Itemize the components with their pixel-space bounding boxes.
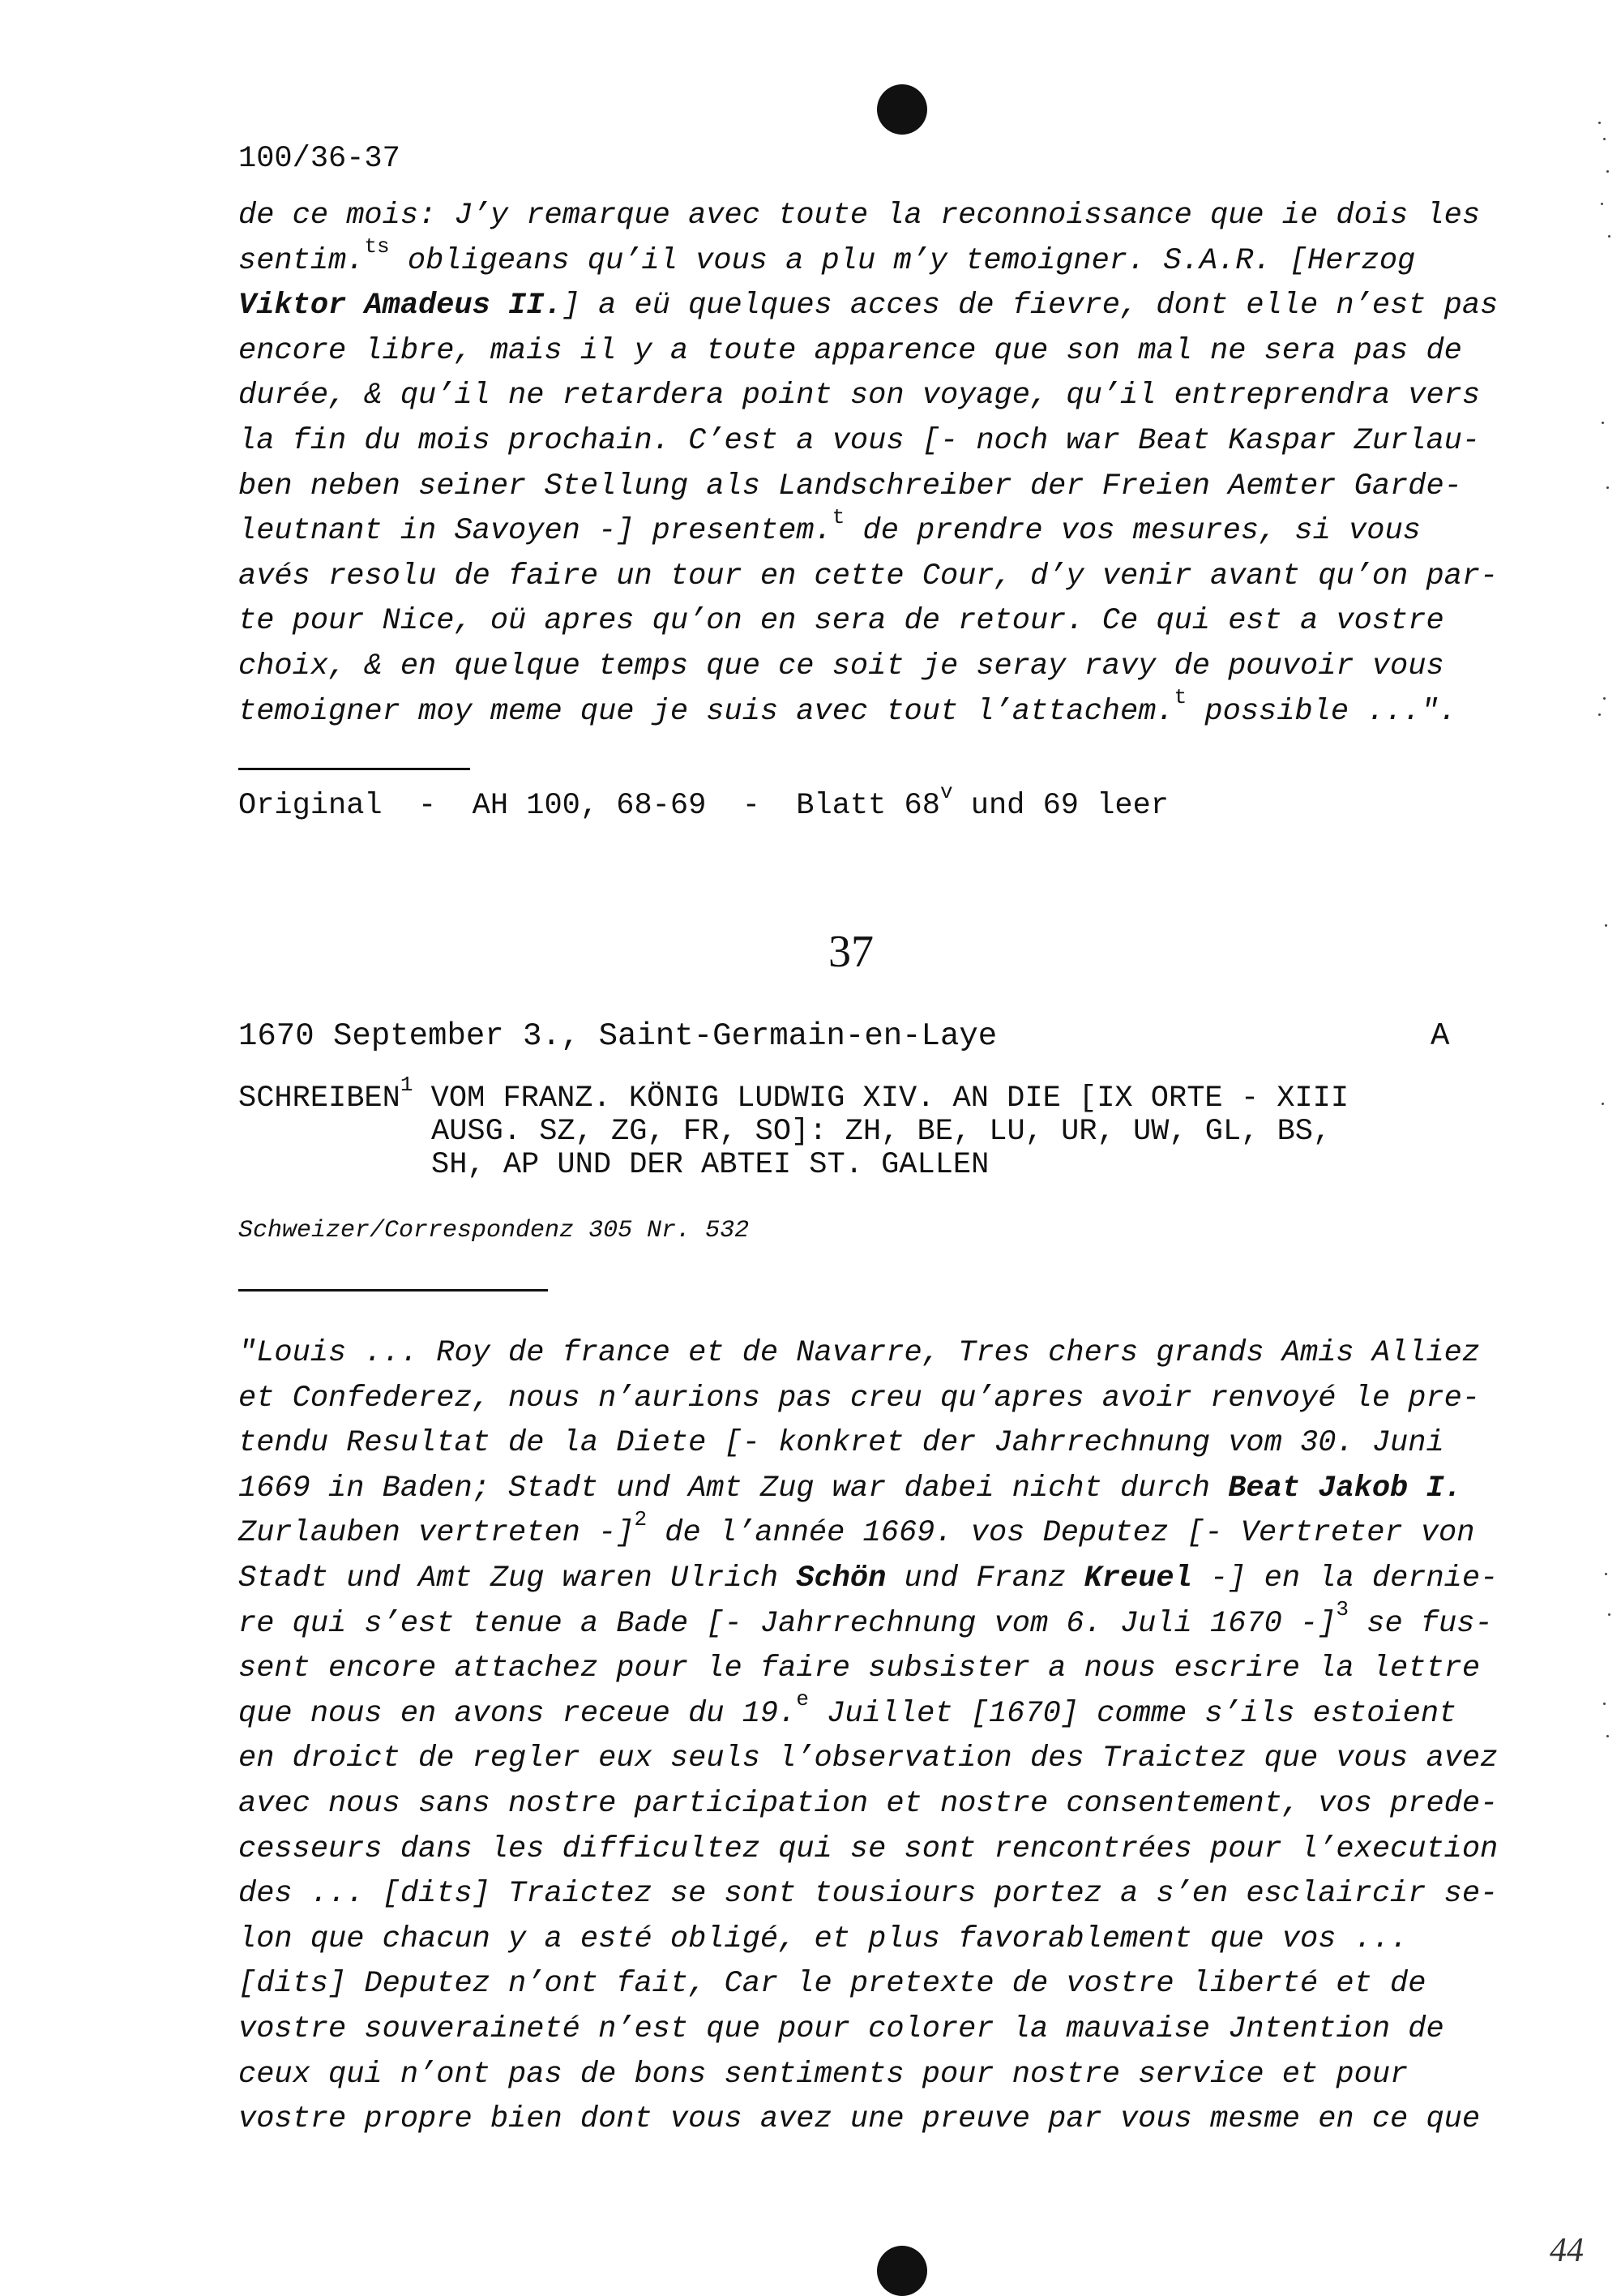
text-run: de l’année 1669. vos Deputez [- Vertreter von: [647, 1516, 1475, 1551]
text-line: [238, 504, 1486, 550]
text-run: SH, AP UND DER ABTEI ST. GALLEN: [431, 1148, 990, 1182]
text-run: choix, & en quelque temps que ce soit je seray ravy de pouvoir vous: [238, 649, 1444, 683]
text-run: avés resolu de faire un tour en cette Cour, d’y venir avant qu’on par-: [238, 559, 1499, 593]
text-line: [238, 647, 1486, 686]
text-line: [238, 422, 1486, 460]
text-run: Juillet [1670] comme s’ils estoient: [808, 1696, 1457, 1731]
footnote-marker: v: [939, 779, 953, 804]
text-run: Kreuel: [1084, 1561, 1192, 1596]
text-run: Zurlauben vertreten -]: [238, 1516, 635, 1551]
footnote-marker: 2: [634, 1507, 648, 1532]
text-line: [238, 196, 1486, 235]
text-line: [238, 1964, 1486, 2003]
text-run: lon que chacun y a esté obligé, et plus favorablement que vos ...: [238, 1921, 1409, 1956]
footnote-marker: 3: [1336, 1597, 1349, 1622]
text-run: -] en la dernie-: [1191, 1561, 1499, 1596]
text-run: Original - AH 100, 68-69 - Blatt 68: [238, 789, 940, 823]
text-run: encore libre, mais il y a toute apparence que son mal ne sera pas de: [238, 333, 1462, 368]
text-run: und Franz: [886, 1561, 1084, 1596]
text-run: ben neben seiner Stellung als Landschreiber der Freien Aemter Garde-: [238, 469, 1462, 503]
divider-rule-2: [238, 1289, 548, 1292]
text-line: [238, 1874, 1499, 1913]
text-line: [238, 1469, 1486, 1508]
text-run: leutnant in Savoyen -] presentem.: [238, 514, 832, 549]
text-run: que nous en avons receue du 19.: [238, 1696, 797, 1731]
text-run: cesseurs dans les difficultez qui se sont rencontrées pour l’execution: [238, 1831, 1499, 1866]
text-run: avec nous sans nostre participation et nostre consentement, vos prede-: [238, 1787, 1499, 1821]
text-run: [dits] Deputez n’ont fait, Car le pretexte de vostre liberté et de: [238, 1967, 1426, 2002]
footnote-marker: 1: [400, 1072, 413, 1097]
text-run: Viktor Amadeus II.: [238, 289, 562, 323]
document-type-letter: A: [1431, 1018, 1450, 1054]
text-run: des ... [dits] Traictez se sont tousiours portez a s’en esclaircir se-: [238, 1877, 1499, 1912]
text-line: [431, 1115, 1621, 1149]
text-line: [238, 1830, 1499, 1869]
archive-reference: Schweizer/Correspondenz 305 Nr. 532: [238, 1217, 750, 1244]
text-run: SCHREIBEN: [238, 1082, 400, 1116]
text-run: temoigner moy meme que je suis avec tout l’attachem.: [238, 694, 1174, 729]
entry-number: 37: [828, 927, 874, 977]
text-line: [238, 1739, 1499, 1778]
source-note: [238, 779, 1170, 825]
text-line: [238, 1687, 1486, 1733]
text-line: [238, 1334, 1486, 1373]
text-line: [238, 2055, 1486, 2094]
text-line: [238, 1559, 1499, 1598]
text-run: de prendre vos mesures, si vous: [845, 514, 1421, 549]
text-run: vostre propre bien dont vous avez une preuve par vous mesme en ce que: [238, 2102, 1481, 2137]
text-line: [238, 1072, 1486, 1116]
page-reference: 100/36-37: [238, 142, 400, 176]
footnote-marker: ts: [364, 234, 390, 259]
handwritten-page-mark: 44: [1550, 2232, 1584, 2269]
text-line: [238, 286, 1499, 325]
footnote-marker: t: [1174, 685, 1187, 710]
text-run: Schön: [796, 1561, 887, 1596]
text-run: possible ...".: [1187, 694, 1457, 729]
text-run: Beat Jakob I.: [1228, 1471, 1462, 1506]
text-line: [238, 1424, 1486, 1463]
text-line: [238, 234, 1486, 281]
text-line: [238, 1507, 1486, 1553]
text-line: [238, 1784, 1499, 1823]
footnote-marker: e: [796, 1687, 809, 1712]
text-run: en droict de regler eux seuls l’observation des Traictez que vous avez: [238, 1741, 1499, 1776]
text-line: [238, 2010, 1486, 2049]
text-run: und 69 leer: [952, 789, 1170, 823]
text-run: AUSG. SZ, ZG, FR, SO]: ZH, BE, LU, UR, UW, GL, BS,: [431, 1115, 1332, 1149]
text-run: ceux qui n’ont pas de bons sentiments pour nostre service et pour: [238, 2057, 1409, 2092]
text-line: [431, 1148, 1621, 1182]
text-run: la fin du mois prochain. C’est a vous [- noch war Beat Kaspar Zurlau-: [238, 424, 1481, 458]
text-line: [238, 1597, 1493, 1643]
text-run: 1669 in Baden; Stadt und Amt Zug war dabei nicht durch: [238, 1471, 1229, 1506]
text-run: sentim.: [238, 243, 365, 278]
text-run: "Louis ... Roy de france et de Navarre, Tres chers grands Amis Alliez: [238, 1336, 1481, 1370]
text-run: VOM FRANZ. KÖNIG LUDWIG XIV. AN DIE [IX ORTE - XIII: [413, 1082, 1349, 1116]
punch-hole-top: [877, 84, 927, 135]
date-place: 1670 September 3., Saint-Germain-en-Laye: [238, 1018, 998, 1054]
text-line: [238, 376, 1486, 415]
divider-rule-1: [238, 768, 470, 770]
text-line: [238, 1920, 1486, 1959]
text-line: [238, 467, 1486, 506]
text-line: [238, 332, 1486, 371]
text-line: [238, 1649, 1486, 1688]
text-run: sent encore attachez pour le faire subsister a nous escrire la lettre: [238, 1651, 1481, 1686]
text-run: tendu Resultat de la Diete [- konkret der Jahrrechnung vom 30. Juni: [238, 1426, 1444, 1461]
text-run: et Confederez, nous n’aurions pas creu qu’apres avoir renvoyé le pre-: [238, 1381, 1481, 1416]
text-run: se fus-: [1349, 1606, 1493, 1641]
text-run: de ce mois: J’y remarque avec toute la reconnoissance que ie dois les: [238, 199, 1481, 233]
text-run: re qui s’est tenue a Bade [- Jahrrechnung vom 6. Juli 1670 -]: [238, 1606, 1337, 1641]
text-run: durée, & qu’il ne retardera point son voyage, qu’il entreprendra vers: [238, 379, 1481, 413]
punch-hole-bottom: [877, 2246, 927, 2296]
text-line: [238, 685, 1486, 731]
text-run: vostre souveraineté n’est que pour colorer la mauvaise Jntention de: [238, 2012, 1444, 2046]
text-run: ] a eü quelques acces de fievre, dont elle n’est pas: [562, 289, 1499, 323]
text-line: [238, 557, 1499, 596]
text-line: [238, 1379, 1486, 1418]
footnote-marker: t: [832, 504, 845, 529]
text-run: te pour Nice, oü apres qu’on en sera de retour. Ce qui est a vostre: [238, 604, 1444, 639]
text-line: [238, 602, 1486, 640]
text-run: obligeans qu’il vous a plu m’y temoigner. S.A.R. [Herzog: [389, 243, 1416, 278]
text-run: Stadt und Amt Zug waren Ulrich: [238, 1561, 797, 1596]
text-line: [238, 2100, 1486, 2139]
